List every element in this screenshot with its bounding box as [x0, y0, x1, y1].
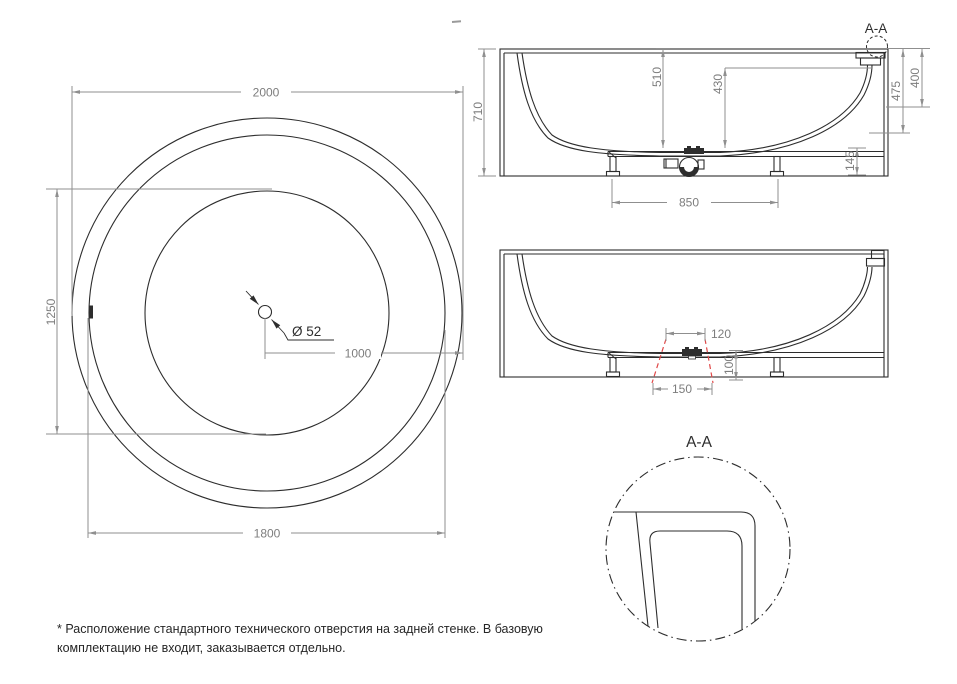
dim-rim-diameter: 1800	[253, 526, 281, 541]
dim-hole-top-width: 120	[711, 327, 732, 341]
foot-left	[607, 172, 620, 177]
dim-475	[869, 49, 930, 134]
support-frame-b	[607, 353, 885, 377]
drain-hole	[259, 306, 272, 319]
dim-drain-diameter: Ø 52	[292, 324, 322, 339]
dim-1800	[88, 318, 445, 541]
dim-frame-height: 145	[843, 150, 857, 172]
detail-view	[606, 434, 790, 641]
dim-150	[653, 382, 712, 396]
dim-inner-depth: 510	[650, 66, 664, 88]
dim-120	[666, 327, 731, 341]
dim-rim-to-overflow: 400	[908, 67, 922, 89]
dim-hole-bottom-width: 150	[671, 382, 693, 396]
dim-overall-height: 710	[471, 101, 485, 123]
dim-bowl-diameter: 1250	[44, 298, 58, 326]
dim-710	[471, 49, 496, 176]
section-cut-circle	[867, 36, 888, 57]
dim-overflow-drop: 430	[711, 73, 725, 95]
dim-850	[612, 179, 778, 210]
dim-rim-to-shelf: 475	[889, 80, 903, 102]
technical-hole-marker	[90, 306, 94, 319]
tub-plan-outline	[72, 118, 462, 508]
dim-100	[722, 351, 743, 381]
footnote: * Расположение стандартного технического отверстия на задней стенке. В базовую комплектацию не входит, заказывается отдельно.	[57, 622, 543, 656]
dim-feet-spacing: 850	[678, 195, 700, 210]
sheet-mark	[452, 21, 461, 22]
detail-boundary-circle	[606, 457, 790, 641]
top-view	[44, 86, 463, 541]
detail-title: A-A	[686, 434, 712, 451]
dim-hole-height: 100	[722, 354, 736, 376]
dim-center-to-edge: 1000	[344, 346, 372, 361]
section-label-a: A-A	[864, 21, 888, 36]
dim-510	[650, 49, 670, 149]
dim-2000	[72, 86, 463, 361]
technical-hole-projection	[652, 339, 713, 383]
side-view-b	[500, 250, 888, 396]
dim-outer-diameter: 2000	[252, 85, 280, 100]
rim-section-profile	[614, 512, 755, 629]
side-view-a	[471, 21, 930, 210]
siphon	[664, 146, 704, 177]
foot-right	[771, 172, 784, 177]
dim-1250	[44, 189, 272, 434]
